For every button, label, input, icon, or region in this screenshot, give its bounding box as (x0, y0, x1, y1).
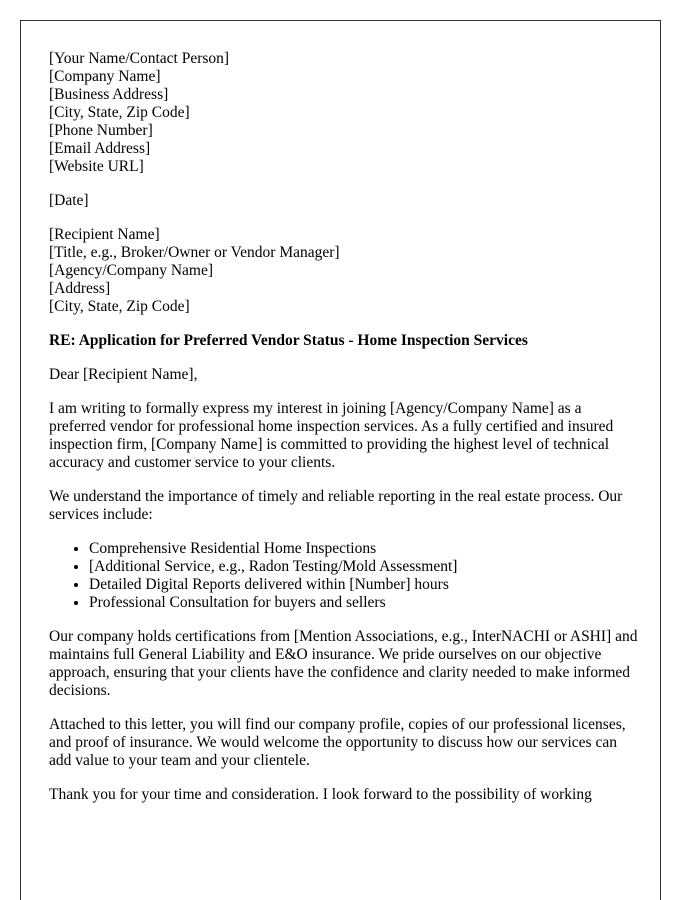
recipient-name: [Recipient Name] (49, 226, 160, 243)
sender-name: [Your Name/Contact Person] (49, 50, 230, 67)
letter-page (20, 20, 661, 900)
letter-date: [Date] (49, 192, 89, 209)
list-item: • Professional Consultation for buyers and sellers (89, 594, 639, 612)
body-paragraph-1: I am writing to formally express my interest in joining [Agency/Company Name] as a preferred vendor for professional home inspection services. As a fully certified and insured inspection firm, [Company Name] is committed to providing the highest level of technical accuracy and customer service to your clients. (49, 400, 614, 471)
list-item: • [Additional Service, e.g., Radon Testing/Mold Assessment] (89, 558, 639, 576)
body-paragraph-3: Our company holds certifications from [Mention Associations, e.g., InterNACHI or ASHI] and maintains full General Liability and E&O insurance. We pride ourselves on our objective approach, ensuring that your clients have the confidence and clarity needed to make informed decisions. (49, 628, 638, 699)
sender-website: [Website URL] (49, 158, 144, 175)
sender-phone: [Phone Number] (49, 122, 153, 139)
sender-company: [Company Name] (49, 68, 161, 85)
body-paragraph-4: Attached to this letter, you will find our company profile, copies of our professional licenses, and proof of insurance. We would welcome the opportunity to discuss how our services can add value to your team and your clientele. (49, 716, 626, 769)
body-paragraph-5: Thank you for your time and consideration. I look forward to the possibility of working (49, 786, 592, 803)
recipient-city: [City, State, Zip Code] (49, 298, 190, 315)
sender-block (49, 50, 639, 176)
subject-line: RE: Application for Preferred Vendor Status - Home Inspection Services (49, 332, 528, 349)
services-list (49, 540, 639, 612)
sender-email: [Email Address] (49, 140, 151, 157)
salutation: Dear [Recipient Name], (49, 366, 198, 383)
recipient-agency: [Agency/Company Name] (49, 262, 213, 279)
list-item: • Detailed Digital Reports delivered within [Number] hours (89, 576, 639, 594)
body-paragraph-2: We understand the importance of timely and reliable reporting in the real estate process. Our services include: (49, 488, 623, 523)
recipient-title: [Title, e.g., Broker/Owner or Vendor Manager] (49, 244, 340, 261)
sender-address: [Business Address] (49, 86, 169, 103)
recipient-address: [Address] (49, 280, 111, 297)
date-block (49, 192, 639, 210)
letter-content (49, 50, 639, 804)
list-item: • Comprehensive Residential Home Inspections (89, 540, 639, 558)
sender-city: [City, State, Zip Code] (49, 104, 190, 121)
recipient-block (49, 226, 639, 316)
